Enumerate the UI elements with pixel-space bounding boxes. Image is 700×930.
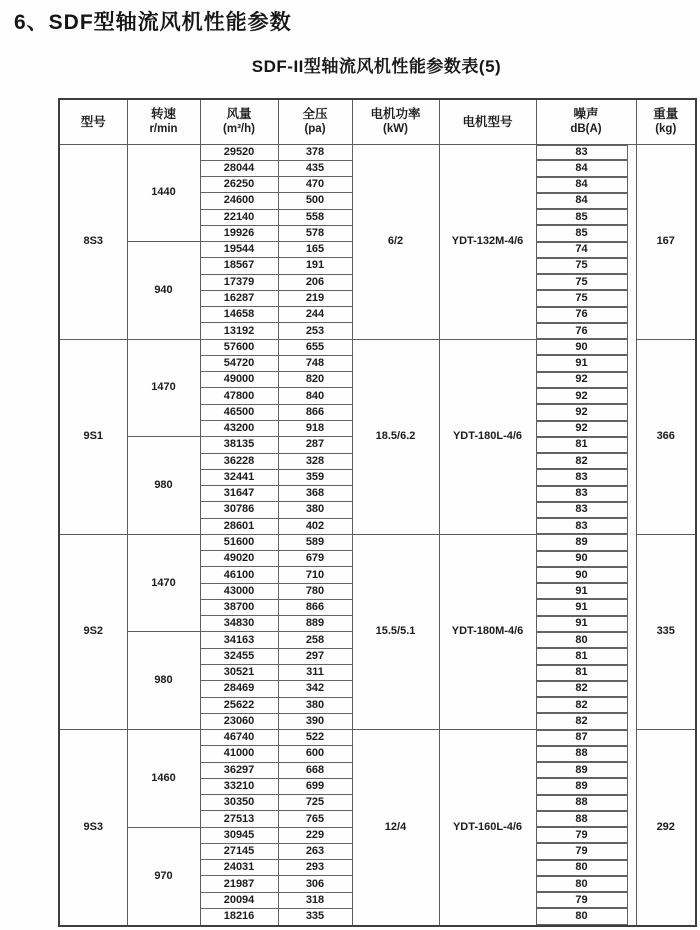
pressure-cell: 219 [278,290,352,306]
rpm-cell: 1440 [127,144,200,242]
motor-cell: YDT-132M-4/6 [439,144,536,339]
pressure-cell: 435 [278,160,352,176]
noise-cell [536,551,636,567]
noise-value-box: 75 [537,258,628,274]
noise-value-box: 80 [537,876,628,892]
flow-cell: 51600 [200,534,278,550]
flow-cell: 47800 [200,388,278,404]
noise-value-box: 92 [537,372,628,388]
flow-cell: 43000 [200,583,278,599]
pressure-cell: 380 [278,697,352,713]
col-header-flow: 风量 (m³/h) [200,99,278,144]
flow-cell: 28601 [200,518,278,534]
page-title: 6、SDF型轴流风机性能参数 [14,11,292,34]
flow-cell: 33210 [200,778,278,794]
flow-cell: 49000 [200,372,278,388]
noise-value-box: 89 [537,762,628,778]
noise-cell [536,323,636,339]
flow-cell: 32441 [200,469,278,485]
pressure-cell: 500 [278,193,352,209]
rpm-cell: 980 [127,437,200,535]
rpm-cell: 970 [127,827,200,926]
noise-value-box: 76 [537,307,628,323]
noise-value-box: 92 [537,404,628,420]
header-row [59,99,696,144]
pressure-cell: 253 [278,323,352,339]
flow-cell: 32455 [200,648,278,664]
noise-value-box: 74 [537,242,628,258]
table-title: SDF-II型轴流风机性能参数表(5) [251,57,502,76]
noise-value-box: 82 [537,453,628,469]
noise-cell [536,648,636,664]
pressure-cell: 263 [278,843,352,859]
noise-value-box: 91 [537,616,628,632]
noise-cell [536,567,636,583]
pressure-cell: 287 [278,437,352,453]
flow-cell: 43200 [200,421,278,437]
flow-cell: 27513 [200,811,278,827]
noise-value-box: 92 [537,421,628,437]
weight-cell: 292 [636,730,696,926]
noise-cell [536,762,636,778]
noise-cell [536,827,636,843]
pressure-cell: 293 [278,860,352,876]
noise-value-box: 88 [537,795,628,811]
noise-cell [536,746,636,762]
flow-cell: 34163 [200,632,278,648]
weight-cell: 366 [636,339,696,534]
flow-cell: 23060 [200,713,278,729]
noise-cell [536,616,636,632]
pressure-cell: 368 [278,486,352,502]
noise-value-box: 87 [537,730,628,746]
table-row [59,339,696,355]
noise-value-box: 82 [537,713,628,729]
flow-cell: 22140 [200,209,278,225]
model-cell: 9S3 [59,730,127,926]
noise-cell [536,697,636,713]
noise-cell [536,778,636,794]
noise-cell [536,160,636,176]
pressure-cell: 710 [278,567,352,583]
noise-cell [536,860,636,876]
flow-cell: 17379 [200,274,278,290]
noise-cell [536,421,636,437]
pressure-cell: 725 [278,795,352,811]
col-header-rpm: 转速 r/min [127,99,200,144]
pressure-cell: 655 [278,339,352,355]
performance-table [58,98,697,927]
power-cell: 18.5/6.2 [352,339,439,534]
flow-cell: 46100 [200,567,278,583]
noise-value-box: 84 [537,160,628,176]
noise-value-box: 82 [537,697,628,713]
noise-value-box: 80 [537,632,628,648]
pressure-cell: 229 [278,827,352,843]
noise-cell [536,599,636,615]
motor-cell: YDT-160L-4/6 [439,730,536,926]
noise-cell [536,681,636,697]
flow-cell: 46500 [200,404,278,420]
flow-cell: 34830 [200,616,278,632]
flow-cell: 29520 [200,144,278,160]
pressure-cell: 679 [278,551,352,567]
pressure-cell: 748 [278,355,352,371]
pressure-cell: 600 [278,746,352,762]
noise-cell [536,388,636,404]
noise-cell [536,665,636,681]
col-header-noise: 噪声 dB(A) [536,99,636,144]
flow-cell: 26250 [200,177,278,193]
pressure-cell: 558 [278,209,352,225]
noise-cell [536,502,636,518]
noise-value-box: 83 [537,518,628,534]
power-cell: 12/4 [352,730,439,926]
flow-cell: 36228 [200,453,278,469]
noise-cell [536,469,636,485]
model-cell: 8S3 [59,144,127,339]
noise-value-box: 83 [537,486,628,502]
pressure-cell: 328 [278,453,352,469]
flow-cell: 41000 [200,746,278,762]
table-row [59,730,696,746]
pressure-cell: 522 [278,730,352,746]
pressure-cell: 866 [278,404,352,420]
rpm-cell: 980 [127,632,200,730]
model-cell: 9S1 [59,339,127,534]
noise-value-box: 91 [537,355,628,371]
pressure-cell: 318 [278,892,352,908]
flow-cell: 24031 [200,860,278,876]
noise-value-box: 90 [537,339,628,355]
noise-cell [536,290,636,306]
rpm-cell: 1470 [127,534,200,632]
flow-cell: 20094 [200,892,278,908]
flow-cell: 25622 [200,697,278,713]
weight-cell: 335 [636,534,696,729]
noise-cell [536,177,636,193]
noise-cell [536,258,636,274]
noise-cell [536,843,636,859]
noise-value-box: 90 [537,551,628,567]
motor-cell: YDT-180L-4/6 [439,339,536,534]
noise-cell [536,876,636,892]
pressure-cell: 820 [278,372,352,388]
flow-cell: 18567 [200,258,278,274]
flow-cell: 21987 [200,876,278,892]
noise-value-box: 75 [537,290,628,306]
noise-cell [536,518,636,534]
flow-cell: 30945 [200,827,278,843]
noise-cell [536,372,636,388]
pressure-cell: 390 [278,713,352,729]
noise-value-box: 89 [537,534,628,550]
noise-value-box: 80 [537,860,628,876]
noise-cell [536,892,636,908]
noise-cell [536,453,636,469]
pressure-cell: 342 [278,681,352,697]
noise-cell [536,713,636,729]
noise-value-box: 91 [537,583,628,599]
weight-cell: 167 [636,144,696,339]
motor-cell: YDT-180M-4/6 [439,534,536,729]
rpm-cell: 940 [127,242,200,340]
noise-cell [536,193,636,209]
flow-cell: 28044 [200,160,278,176]
flow-cell: 31647 [200,486,278,502]
pressure-cell: 765 [278,811,352,827]
flow-cell: 49020 [200,551,278,567]
noise-value-box: 76 [537,323,628,339]
noise-value-box: 81 [537,665,628,681]
pressure-cell: 866 [278,599,352,615]
power-cell: 6/2 [352,144,439,339]
noise-cell [536,225,636,241]
noise-value-box: 79 [537,827,628,843]
noise-cell [536,144,636,160]
flow-cell: 46740 [200,730,278,746]
col-header-motor: 电机型号 [439,99,536,144]
pressure-cell: 380 [278,502,352,518]
flow-cell: 57600 [200,339,278,355]
noise-cell [536,307,636,323]
col-header-power: 电机功率 (kW) [352,99,439,144]
pressure-cell: 335 [278,908,352,926]
pressure-cell: 306 [278,876,352,892]
flow-cell: 27145 [200,843,278,859]
noise-value-box: 84 [537,193,628,209]
flow-cell: 30521 [200,665,278,681]
noise-value-box: 85 [537,209,628,225]
pressure-cell: 780 [278,583,352,599]
flow-cell: 28469 [200,681,278,697]
model-cell: 9S2 [59,534,127,729]
pressure-cell: 244 [278,307,352,323]
noise-value-box: 80 [537,908,628,925]
pressure-cell: 668 [278,762,352,778]
flow-cell: 30786 [200,502,278,518]
noise-cell [536,811,636,827]
noise-cell [536,583,636,599]
noise-cell [536,274,636,290]
noise-value-box: 90 [537,567,628,583]
rpm-cell: 1470 [127,339,200,437]
noise-cell [536,730,636,746]
pressure-cell: 918 [278,421,352,437]
flow-cell: 38135 [200,437,278,453]
noise-cell [536,534,636,550]
noise-value-box: 83 [537,145,628,161]
noise-cell [536,209,636,225]
rpm-cell: 1460 [127,730,200,828]
noise-value-box: 79 [537,843,628,859]
table-row [59,144,696,160]
flow-cell: 24600 [200,193,278,209]
flow-cell: 54720 [200,355,278,371]
noise-value-box: 88 [537,811,628,827]
noise-value-box: 85 [537,225,628,241]
noise-cell [536,404,636,420]
flow-cell: 14658 [200,307,278,323]
power-cell: 15.5/5.1 [352,534,439,729]
noise-value-box: 91 [537,599,628,615]
flow-cell: 30350 [200,795,278,811]
table-row [59,534,696,550]
noise-cell [536,339,636,355]
pressure-cell: 889 [278,616,352,632]
noise-cell [536,486,636,502]
flow-cell: 19544 [200,242,278,258]
noise-value-box: 79 [537,892,628,908]
pressure-cell: 206 [278,274,352,290]
pressure-cell: 578 [278,225,352,241]
flow-cell: 16287 [200,290,278,306]
flow-cell: 13192 [200,323,278,339]
noise-value-box: 81 [537,648,628,664]
noise-value-box: 75 [537,274,628,290]
pressure-cell: 402 [278,518,352,534]
col-header-pressure: 全压 (pa) [278,99,352,144]
noise-value-box: 83 [537,502,628,518]
pressure-cell: 699 [278,778,352,794]
noise-cell [536,355,636,371]
pressure-cell: 258 [278,632,352,648]
noise-value-box: 83 [537,469,628,485]
pressure-cell: 470 [278,177,352,193]
noise-cell [536,632,636,648]
pressure-cell: 165 [278,242,352,258]
pressure-cell: 191 [278,258,352,274]
col-header-model: 型号 [59,99,127,144]
noise-value-box: 88 [537,746,628,762]
pressure-cell: 589 [278,534,352,550]
flow-cell: 36297 [200,762,278,778]
noise-cell [536,908,636,926]
noise-value-box: 84 [537,177,628,193]
noise-cell [536,242,636,258]
noise-value-box: 89 [537,778,628,794]
flow-cell: 18216 [200,908,278,926]
noise-cell [536,795,636,811]
noise-cell [536,437,636,453]
flow-cell: 38700 [200,599,278,615]
noise-value-box: 82 [537,681,628,697]
pressure-cell: 359 [278,469,352,485]
pressure-cell: 840 [278,388,352,404]
noise-value-box: 92 [537,388,628,404]
flow-cell: 19926 [200,225,278,241]
pressure-cell: 297 [278,648,352,664]
col-header-weight: 重量 (kg) [636,99,696,144]
pressure-cell: 378 [278,144,352,160]
noise-value-box: 81 [537,437,628,453]
pressure-cell: 311 [278,665,352,681]
